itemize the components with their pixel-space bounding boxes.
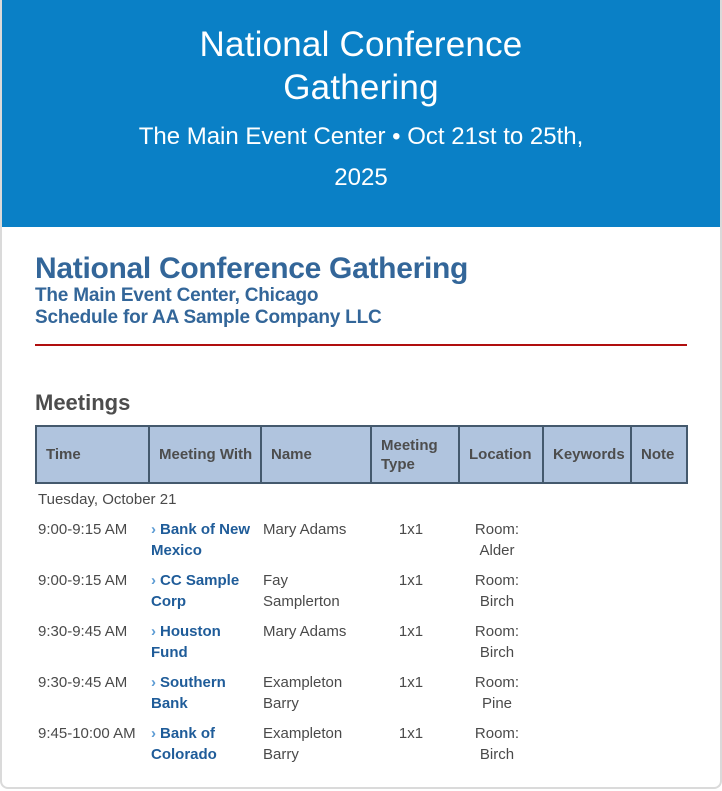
venue-line: The Main Event Center, Chicago [35,285,319,306]
column-header-keywords: Keywords [543,426,631,483]
meeting-row [36,667,687,718]
meeting-with-link[interactable] [151,674,226,712]
meeting-note [631,514,687,565]
meeting-time: 9:45-10:00 AM [38,725,136,742]
chevron-right-icon: › [151,725,156,742]
room-name: Alder [479,542,515,559]
event-name-heading: National Conference Gathering [35,252,469,285]
meeting-with-link[interactable] [151,572,239,610]
room-label: Room: [474,674,520,691]
room-name: Pine [481,695,513,712]
meeting-location [459,565,543,616]
meeting-note [631,565,687,616]
meeting-with-label: CC Sample Corp [151,572,240,610]
meeting-type: 1x1 [398,521,424,538]
meeting-row [36,616,687,667]
room-name: Birch [479,593,515,610]
meeting-with-link[interactable] [151,521,250,559]
room-name: Birch [479,644,515,661]
meeting-keywords [543,565,631,616]
meeting-note [631,616,687,667]
chevron-right-icon: › [151,572,156,589]
meeting-with-label: Bank of Colorado [151,725,217,763]
meeting-with-label: Southern Bank [151,674,226,712]
meeting-time: 9:30-9:45 AM [38,623,128,640]
chevron-right-icon: › [151,521,156,538]
meeting-keywords [543,616,631,667]
red-divider [35,344,687,346]
room-label: Room: [474,572,520,589]
meeting-note [631,718,687,769]
date-group-row [36,483,687,514]
attendee-name: Fay Samplerton [263,572,340,610]
meeting-type: 1x1 [398,674,424,691]
meeting-type: 1x1 [398,725,424,742]
column-header-time: Time [36,426,149,483]
column-header-meeting-type: Meeting Type [371,426,459,483]
meeting-keywords [543,667,631,718]
meetings-heading: Meetings [35,390,131,415]
meeting-with-link[interactable] [151,623,221,661]
room-label: Room: [474,623,520,640]
meetings-table [35,425,688,769]
meeting-location [459,718,543,769]
meeting-with-label: Houston Fund [151,623,221,661]
date-group-label: Tuesday, October 21 [38,491,177,508]
chevron-right-icon: › [151,674,156,691]
attendee-name: Mary Adams [263,521,347,538]
attendee-name: Mary Adams [263,623,347,640]
meeting-keywords [543,514,631,565]
meeting-with-link[interactable] [151,725,217,763]
room-label: Room: [474,521,520,538]
meeting-row [36,565,687,616]
room-name: Birch [479,746,515,763]
meeting-time: 9:30-9:45 AM [38,674,128,691]
meeting-type: 1x1 [398,623,424,640]
meeting-time: 9:00-9:15 AM [38,572,128,589]
meeting-row [36,514,687,565]
column-header-meeting-with: Meeting With [149,426,261,483]
meeting-location [459,667,543,718]
attendee-name: Exampleton Barry [263,725,343,763]
column-header-name: Name [261,426,371,483]
attendee-name: Exampleton Barry [263,674,343,712]
chevron-right-icon: › [151,623,156,640]
meeting-location [459,514,543,565]
column-header-location: Location [459,426,543,483]
schedule-for-line: Schedule for AA Sample Company LLC [35,307,382,328]
meeting-type: 1x1 [398,572,424,589]
meeting-keywords [543,718,631,769]
event-banner [2,0,720,227]
meeting-location [459,616,543,667]
schedule-content [2,253,720,769]
column-header-note: Note [631,426,687,483]
meeting-note [631,667,687,718]
meeting-time: 9:00-9:15 AM [38,521,128,538]
banner-title: National Conference Gathering [199,25,523,107]
meeting-row [36,718,687,769]
meeting-with-label: Bank of New Mexico [151,521,251,559]
table-header-row [36,426,687,483]
banner-subtitle: The Main Event Center • Oct 21st to 25th, 2025 [138,123,584,192]
room-label: Room: [474,725,520,742]
